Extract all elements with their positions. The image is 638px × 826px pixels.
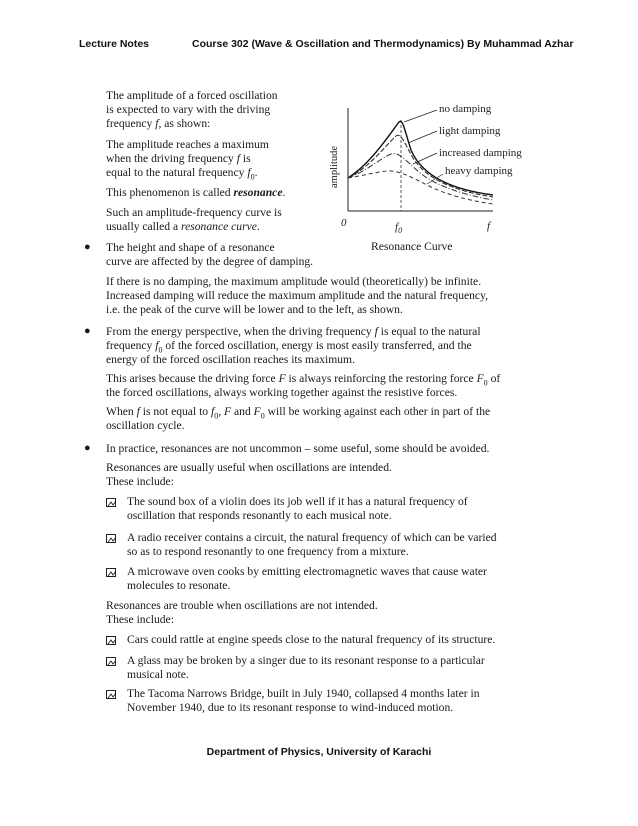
useful-intro: These include: (106, 475, 174, 488)
intro-line: frequency f, as shown: (106, 117, 211, 130)
checkbox-icon (106, 690, 116, 699)
list-item: molecules to resonate. (127, 579, 231, 592)
list-item: oscillation that responds resonantly to each musical note. (127, 509, 392, 522)
bullet2-line: frequency $f_0$ of the forced oscillation, energy is most easily transferred, and the (106, 339, 472, 355)
bullet2-line: From the energy perspective, when the driving frequency f is equal to the natural (106, 325, 481, 338)
x-axis-label: f (487, 220, 491, 232)
legend-no-damping: no damping (439, 103, 492, 115)
bullet2-line: oscillation cycle. (106, 419, 185, 432)
trouble-intro: These include: (106, 613, 174, 626)
bullet-dot: ● (84, 241, 91, 253)
resonance-curve-figure (315, 98, 545, 238)
intro-line: equal to the natural frequency $f_0$. (106, 166, 258, 182)
legend-light-damping: light damping (439, 125, 501, 137)
leader-no-damping (404, 110, 437, 122)
checkbox-icon (106, 534, 116, 543)
bullet2-line: the forced oscillations, always working together against the resistive forces. (106, 386, 458, 399)
list-item: Cars could rattle at engine speeds close to the natural frequency of its structure. (127, 633, 496, 646)
list-item: November 1940, due to its resonant response to wind-induced motion. (127, 701, 454, 714)
bullet-dot: ● (84, 325, 91, 337)
header-left: Lecture Notes (79, 38, 150, 50)
intro-line: when the driving frequency f is (106, 152, 251, 165)
bullet2-line: This arises because the driving force F is always reinforcing the restoring force $F_0$ of (106, 372, 501, 388)
bullet1-line: The height and shape of a resonance (106, 241, 275, 254)
bullet1-line: i.e. the peak of the curve will be lower and to the left, as shown. (106, 303, 403, 316)
list-item: A radio receiver contains a circuit, the natural frequency of which can be varied (127, 531, 497, 544)
list-item: A glass may be broken by a singer due to its resonant response to a particular (127, 654, 485, 667)
intro-line: The amplitude of a forced oscillation (106, 89, 278, 102)
checkbox-icon (106, 657, 116, 666)
legend-increased-damping: increased damping (439, 147, 522, 159)
y-axis-label: amplitude (329, 146, 340, 188)
checkbox-icon (106, 568, 116, 577)
list-item: A microwave oven cooks by emitting electromagnetic waves that cause water (127, 565, 487, 578)
bullet1-line: curve are affected by the degree of damping. (106, 255, 314, 268)
list-item: musical note. (127, 668, 189, 681)
list-item: The Tacoma Narrows Bridge, built in July 1940, collapsed 4 months later in (127, 687, 480, 700)
page-footer: Department of Physics, University of Karachi (206, 746, 432, 758)
intro-line: This phenomenon is called resonance. (106, 186, 286, 199)
useful-intro: Resonances are usually useful when oscillations are intended. (106, 461, 392, 474)
checkbox-icon (106, 636, 116, 645)
intro-line: is expected to vary with the driving (106, 103, 271, 116)
figure-caption: Resonance Curve (371, 240, 453, 253)
list-item: The sound box of a violin does its job well if it has a natural frequency of (127, 495, 468, 508)
legend-heavy-damping: heavy damping (445, 165, 513, 177)
list-item: so as to respond resonantly to one frequency from a mixture. (127, 545, 409, 558)
intro-line: usually called a resonance curve. (106, 220, 260, 233)
intro-line: Such an amplitude-frequency curve is (106, 206, 282, 219)
leader-increased-damping (413, 153, 437, 164)
bullet-dot: ● (84, 442, 91, 454)
trouble-intro: Resonances are trouble when oscillations are not intended. (106, 599, 378, 612)
header-right: Course 302 (Wave & Oscillation and Thermodynamics) By Muhammad Azhar (192, 38, 574, 50)
leader-light-damping (408, 131, 437, 143)
bullet3-line: In practice, resonances are not uncommon – some useful, some should be avoided. (106, 442, 490, 455)
intro-line: The amplitude reaches a maximum (106, 138, 269, 151)
f0-tick-label: $f_0$ (395, 221, 403, 235)
bullet2-line: energy of the forced oscillation reaches its maximum. (106, 353, 355, 366)
bullet1-line: Increased damping will reduce the maximum amplitude and the natural frequency, (106, 289, 489, 302)
bullet2-line: When f is not equal to $f_0$, F and $F_0$ will be working against each other in part of the (106, 405, 491, 421)
checkbox-icon (106, 498, 116, 507)
origin-label: 0 (341, 217, 347, 229)
bullet1-line: If there is no damping, the maximum amplitude would (theoretically) be infinite. (106, 275, 482, 288)
